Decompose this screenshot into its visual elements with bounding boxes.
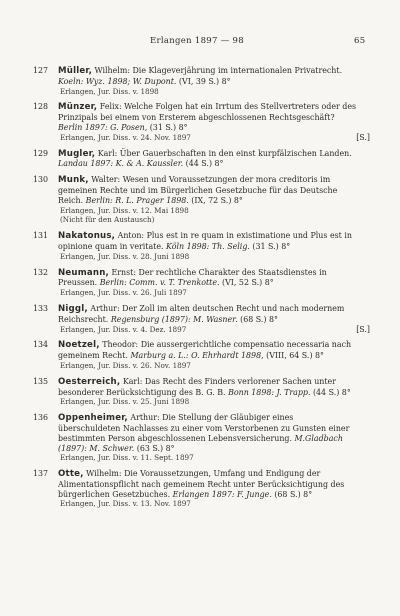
entry-imprint: Marburg a. L.: O. Ehrhardt 1898,: [130, 351, 264, 361]
entry-text: Karl: Über Gauerbschaften in den einst kurpfälzischen Landen.: [95, 148, 352, 158]
entry-imprint: Köln 1898: Th. Selig.: [166, 241, 250, 251]
entry-number: 133: [33, 303, 49, 313]
entry-author: Munk,: [58, 175, 89, 186]
entry-number: 127: [33, 66, 49, 75]
entry-imprint: Berlin: Comm. v. T. Trenkotte.: [99, 278, 220, 288]
catalog-entry: [0, 340, 400, 370]
catalog-entry: [0, 304, 400, 334]
entry-number: 130: [33, 175, 49, 185]
entry-author: Mugler,: [58, 148, 96, 159]
entry-dissertation-note: Erlangen, Jur. Diss. v. 4. Dez. 1897: [60, 324, 187, 334]
entry-author: Niggl,: [58, 303, 88, 314]
entry-number: 136: [33, 413, 49, 423]
entry-collation: (31 S.) 8°: [147, 122, 188, 132]
entry-text: Anton: Plus est in re quam in existimatione und Plus est in opinione quam in veritate.: [58, 231, 352, 251]
exchange-mark: [S.]: [356, 324, 370, 334]
entry-collation: (68 S.) 8°: [237, 314, 278, 324]
entry-number: 131: [33, 231, 49, 241]
entry-author: Noetzel,: [58, 340, 100, 351]
entry-imprint: Berlin: R. L. Prager 1898.: [85, 195, 189, 205]
running-head: [0, 36, 400, 50]
entry-dissertation-note: Erlangen, Jur. Diss. v. 12. Mai 1898 (Nicht für den Austausch): [60, 205, 189, 225]
entry-author: Oesterreich,: [58, 376, 121, 387]
entry-text: Arthur: Der Zoll im alten deutschen Recht und nach modernem Reichsrecht.: [58, 303, 345, 324]
entry-author: Müller,: [58, 66, 93, 76]
entry-body: [58, 469, 358, 509]
entry-imprint: Landau 1897: K. & A. Kaussler.: [58, 159, 184, 169]
entry-imprint: M.Gladbach (1897): M. Schwer.: [58, 433, 343, 453]
entry-text: Walter: Wesen und Voraussetzungen der mora creditoris im gemeinen Rechte und im Bürgerlichen Gesetzbuche für das Deutsche Reich.: [58, 175, 338, 205]
entry-author: Oppenheimer,: [58, 413, 128, 424]
entry-collation: (68 S.) 8°: [271, 489, 313, 499]
entry-collation: (44 S.) 8°: [310, 387, 351, 397]
entry-collation: (VI, 39 S.) 8°: [176, 76, 231, 86]
entry-body: [58, 268, 358, 298]
running-head-title: Erlangen 1897 — 98: [150, 36, 244, 46]
catalog-entry: [0, 377, 400, 407]
entry-author: Otte,: [58, 469, 84, 480]
page-number: 65: [354, 36, 366, 46]
entry-list: [0, 66, 400, 515]
catalog-entry: [0, 413, 400, 463]
entry-number: 134: [33, 340, 49, 350]
entry-body: [58, 175, 358, 225]
entry-dissertation-note: Erlangen, Jur. Diss. v. 11. Sept. 1897: [60, 453, 194, 463]
entry-body: [58, 303, 370, 334]
entry-number: 135: [33, 376, 49, 386]
catalog-entry: [0, 66, 400, 96]
catalog-entry: [0, 175, 400, 225]
entry-collation: (IX, 72 S.) 8°: [188, 195, 243, 205]
entry-body: [58, 66, 358, 96]
catalog-entry: [0, 231, 400, 261]
exchange-mark: [S.]: [356, 132, 370, 142]
entry-body: [58, 377, 358, 407]
entry-dissertation-note: Erlangen, Jur. Diss. v. 25. Juni 1898: [60, 397, 190, 407]
entry-imprint: Koeln: Wyz. 1898; W. Dupont.: [58, 76, 177, 86]
entry-body: [58, 340, 358, 370]
entry-body: [58, 149, 358, 170]
entry-author: Neumann,: [58, 267, 109, 278]
entry-dissertation-note: Erlangen, Jur. Diss. v. 13. Nov. 1897: [60, 499, 191, 509]
catalog-entry: [0, 469, 400, 509]
entry-dissertation-note: Erlangen, Jur. Diss. v. 28. Juni 1898: [60, 251, 190, 261]
entry-body: [58, 102, 370, 142]
entry-dissertation-note: Erlangen, Jur. Diss. v. 1898: [60, 86, 159, 96]
entry-collation: (VI, 52 S.) 8°: [219, 278, 274, 288]
entry-collation: (44 S.) 8°: [183, 159, 224, 169]
entry-dissertation-note: Erlangen, Jur. Diss. v. 24. Nov. 1897: [60, 132, 191, 142]
entry-body: [58, 231, 358, 261]
entry-number: 132: [33, 267, 49, 277]
entry-body: [58, 413, 358, 463]
entry-imprint: Erlangen 1897: F. Junge.: [172, 489, 272, 499]
catalog-entry: [0, 149, 400, 170]
catalog-entry: [0, 102, 400, 142]
entry-imprint: Berlin 1897: G. Posen,: [58, 122, 148, 132]
entry-author: Münzer,: [58, 102, 98, 113]
entry-text: Theodor: Die aussergerichtliche compensatio necessaria nach gemeinem Recht.: [58, 340, 352, 361]
entry-text: Wilhelm: Die Klageverjährung im internationalen Privatrecht.: [92, 66, 343, 75]
entry-dissertation-note: Erlangen, Jur. Diss. v. 26. Juli 1897: [60, 288, 187, 298]
entry-imprint: Bonn 1898: J. Trapp.: [228, 387, 311, 397]
entry-text: Felix: Welche Folgen hat ein Irrtum des Stellvertreters oder des Prinzipals bei einem von Ersterem abgeschlossenen Rechtsgeschäft?: [58, 102, 357, 123]
entry-collation: (31 S.) 8°: [249, 241, 291, 251]
entry-imprint: Regensburg (1897): M. Wasner.: [110, 314, 238, 324]
entry-collation: (63 S.) 8°: [134, 443, 175, 453]
entry-text: Ernst: Der rechtliche Charakter des Staatsdienstes in Preussen.: [58, 267, 327, 288]
entry-author: Nakatonus,: [58, 231, 116, 242]
entry-number: 129: [33, 148, 49, 158]
entry-number: 128: [33, 102, 49, 112]
catalog-entry: [0, 268, 400, 298]
entry-collation: (VIII, 64 S.) 8°: [263, 351, 324, 361]
entry-text: Karl: Das Recht des Finders verlorener Sachen unter besonderer Berücksichtigung des B. G. B.: [58, 376, 336, 397]
entry-text: Arthur: Die Stellung der Gläubiger eines überschuldeten Nachlasses zu einer vom Verstorbenen zu Gunsten einer bestimmten Person abgeschlossenen Lebensversicherung.: [58, 413, 350, 443]
entry-dissertation-note: Erlangen, Jur. Diss. v. 26. Nov. 1897: [60, 360, 191, 370]
entry-number: 137: [33, 469, 49, 479]
entry-text: Wilhelm: Die Voraussetzungen, Umfang und Endigung der Alimentationspflicht nach gemeinem Recht unter Berücksichtigung des bürgerlichen Gesetzbuches.: [58, 469, 345, 499]
